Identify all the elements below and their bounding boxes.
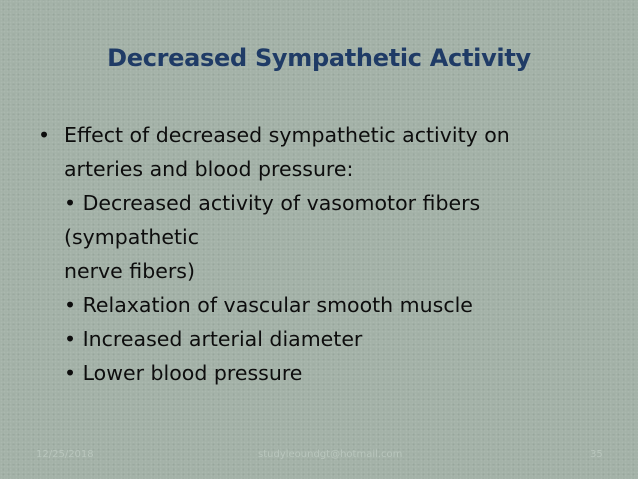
body-line: • Increased arterial diameter [64,327,363,351]
footer-date: 12/25/2018 [36,449,94,460]
body-line: nerve fibers) [64,259,195,283]
body-line: • Decreased activity of vasomotor fibers [64,191,481,215]
bullet-item [38,118,598,390]
body-line: arteries and blood pressure: [64,157,354,181]
footer-email: studyleoundgt@hotmail.com [258,449,403,460]
body-line: • Lower blood pressure [64,361,303,385]
footer-page-number: 35 [590,449,603,460]
bullet-marker: • [38,123,51,147]
slide-body [38,118,598,390]
body-line: (sympathetic [64,225,200,249]
body-line: Effect of decreased sympathetic activity on [64,123,510,147]
body-line: • Relaxation of vascular smooth muscle [64,293,473,317]
slide-title: Decreased Sympathetic Activity [107,44,531,72]
bullet-text [64,118,598,390]
